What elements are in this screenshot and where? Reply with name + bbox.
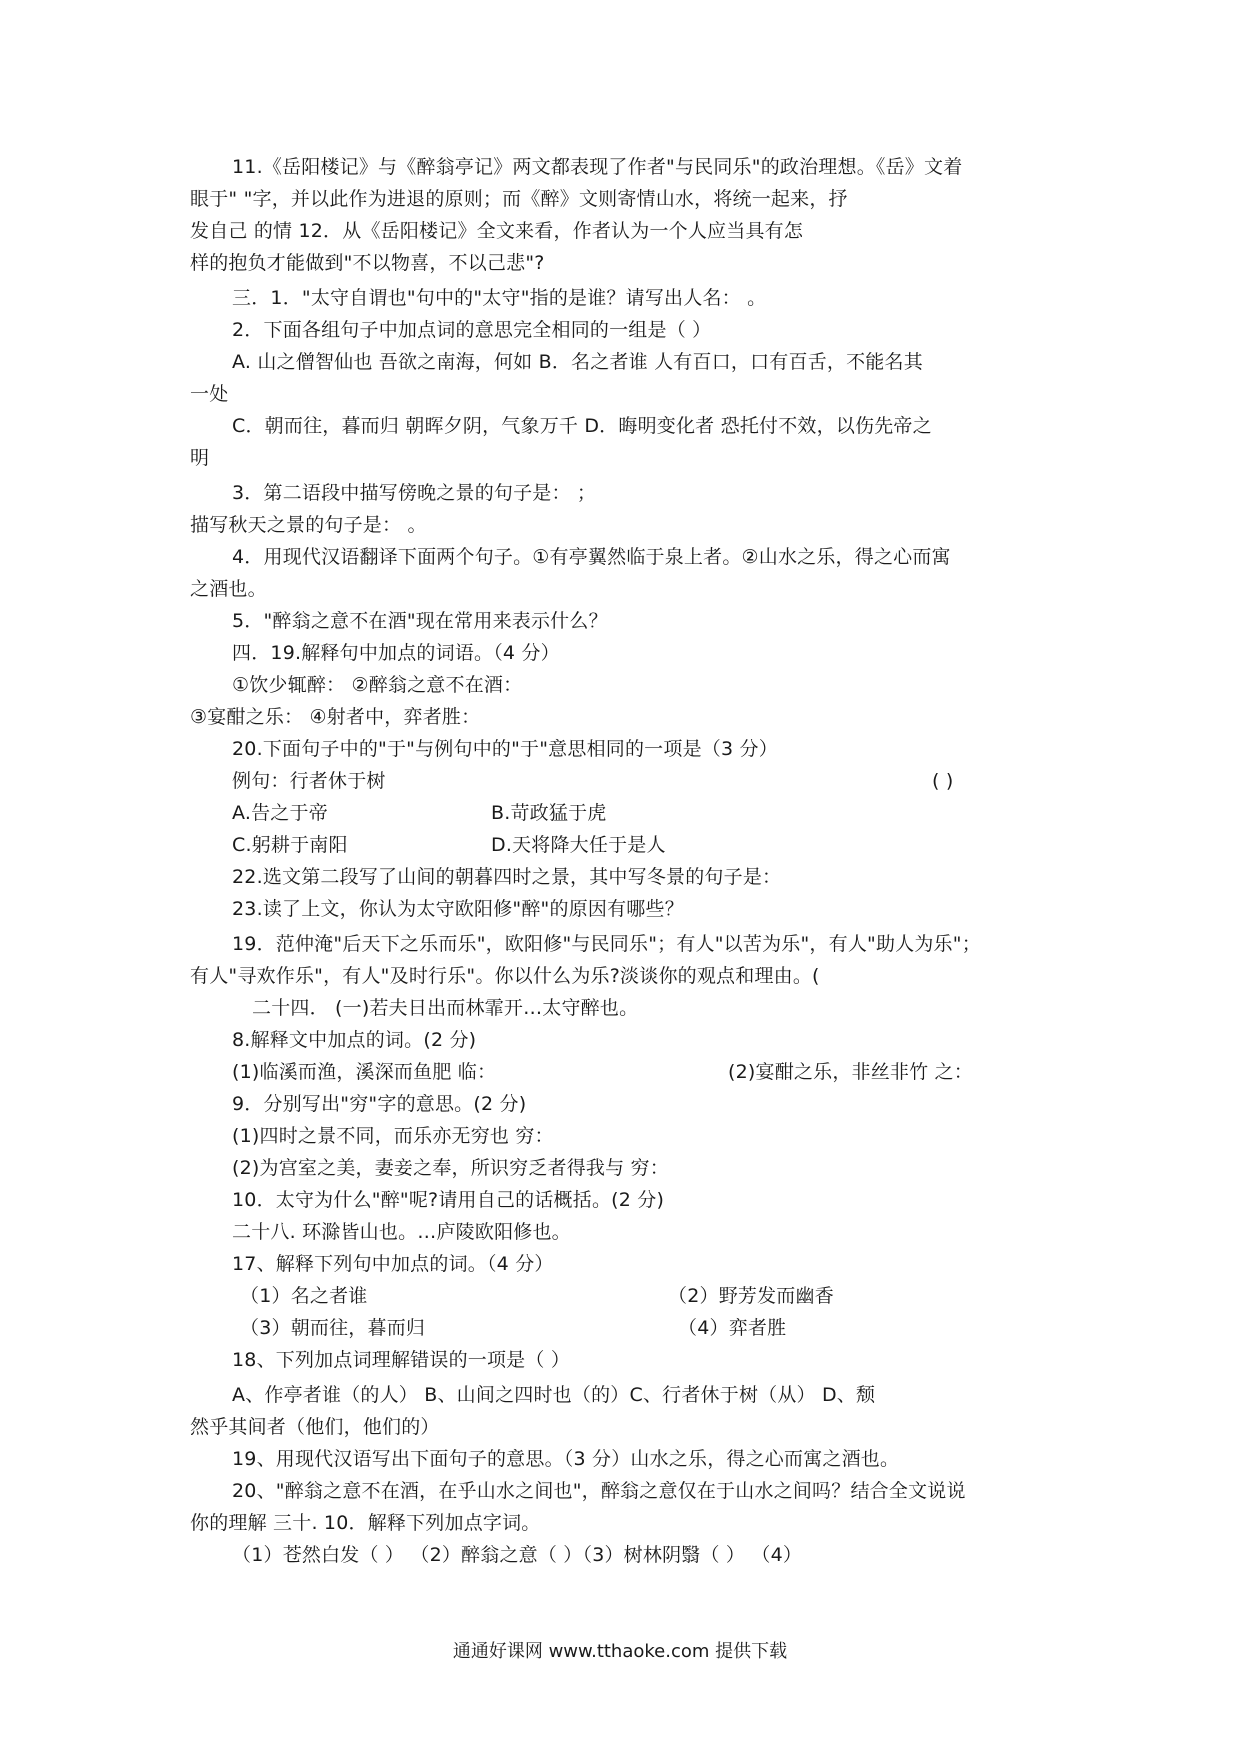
text-line: 23.读了上文，你认为太守欧阳修"醉"的原因有哪些？ xyxy=(232,898,684,920)
text-line: （1）苍然白发（ ） （2）醉翁之意（ ）（3）树林阴翳（ ） （4） xyxy=(232,1544,803,1566)
text-line: 9．分别写出"穷"字的意思。(2 分) xyxy=(232,1093,527,1115)
text-line: （2）野芳发而幽香 xyxy=(668,1285,834,1307)
text-line: 描写秋天之景的句子是： 。 xyxy=(190,514,427,536)
text-line: C．朝而往，暮而归 朝晖夕阴，气象万千 D．晦明变化者 恐托付不效，以伤先帝之 xyxy=(232,415,932,437)
text-line: B.苛政猛于虎 xyxy=(491,802,607,824)
text-line: ①饮少辄醉： ②醉翁之意不在酒： xyxy=(232,674,523,696)
text-line: 19．范仲淹"后天下之乐而乐"，欧阳修"与民同乐"；有人"以苦为乐"，有人"助人为乐"； xyxy=(232,933,981,955)
text-line: ( ) xyxy=(932,770,954,792)
text-line: 眼于" "字，并以此作为进退的原则；而《醉》文则寄情山水，将统一起来，抒 xyxy=(190,188,848,210)
text-line: 19、用现代汉语写出下面句子的意思。（3 分）山水之乐，得之心而寓之酒也。 xyxy=(232,1448,900,1470)
text-line: 发自己 的情 12．从《岳阳楼记》全文来看，作者认为一个人应当具有怎 xyxy=(190,220,804,242)
text-line: 20.下面句子中的"于"与例句中的"于"意思相同的一项是（3 分） xyxy=(232,738,778,760)
text-line: 2．下面各组句子中加点词的意思完全相同的一组是（ ） xyxy=(232,319,712,341)
text-line: 17、解释下列句中加点的词。（4 分） xyxy=(232,1253,554,1275)
text-line: 20、"醉翁之意不在酒，在乎山水之间也"，醉翁之意仅在于山水之间吗？结合全文说说 xyxy=(232,1480,966,1502)
text-line: 例句：行者休于树 xyxy=(232,770,386,792)
text-line: 二十八. 环滁皆山也。…庐陵欧阳修也。 xyxy=(232,1221,571,1243)
text-line: (2)宴酣之乐，非丝非竹 之： xyxy=(728,1061,973,1083)
text-line: 然乎其间者（他们，他们的） xyxy=(190,1416,440,1438)
text-line: （4）弈者胜 xyxy=(678,1317,787,1339)
text-line: 11.《岳阳楼记》与《醉翁亭记》两文都表现了作者"与民同乐"的政治理想。《岳》文着 xyxy=(232,156,963,178)
text-line: 四．19.解释句中加点的词语。（4 分） xyxy=(232,642,560,664)
text-line: 明 xyxy=(190,447,210,469)
text-line: (1)临溪而渔，溪深而鱼肥 临： xyxy=(232,1061,497,1083)
text-line: （3）朝而往，暮而归 xyxy=(240,1317,426,1339)
text-line: 之酒也。 xyxy=(190,578,267,600)
page-footer: 通通好课网 www.tthaoke.com 提供下载 xyxy=(452,1641,788,1662)
text-line: （1）名之者谁 xyxy=(240,1285,368,1307)
text-line: 22.选文第二段写了山间的朝暮四时之景，其中写冬景的句子是： xyxy=(232,866,782,888)
text-line: 5．"醉翁之意不在酒"现在常用来表示什么？ xyxy=(232,610,608,632)
text-line: 三．1．"太守自谓也"句中的"太守"指的是谁？请写出人名： 。 xyxy=(232,287,767,309)
text-line: 二十四． (一)若夫日出而林霏开…太守醉也。 xyxy=(252,997,639,1019)
text-line: 10．太守为什么"醉"呢?请用自己的话概括。(2 分) xyxy=(232,1189,665,1211)
text-line: 18、下列加点词理解错误的一项是（ ） xyxy=(232,1349,571,1371)
text-line: ③宴酣之乐： ④射者中，弈者胜： xyxy=(190,706,481,728)
text-line: 你的理解 三十. 10．解释下列加点字词。 xyxy=(190,1512,541,1534)
text-line: D.天将降大任于是人 xyxy=(491,834,666,856)
text-line: 有人"寻欢作乐"，有人"及时行乐"。你以什么为乐?淡谈你的观点和理由。( xyxy=(190,965,820,987)
text-line: (2)为宫室之美，妻妾之奉，所识穷乏者得我与 穷： xyxy=(232,1157,669,1179)
text-line: A. 山之僧智仙也 吾欲之南海，何如 B．名之者谁 人有百口，口有百舌，不能名其 xyxy=(232,351,923,373)
text-line: (1)四时之景不同，而乐亦无穷也 穷： xyxy=(232,1125,554,1147)
text-line: 8.解释文中加点的词。(2 分) xyxy=(232,1029,477,1051)
text-line: 样的抱负才能做到"不以物喜，不以己悲"? xyxy=(190,252,545,274)
text-line: 一处 xyxy=(190,383,229,405)
text-line: A、作亭者谁（的人） B、山间之四时也（的）C、行者休于树（从） D、颓 xyxy=(232,1384,876,1406)
text-line: A.告之于帝 xyxy=(232,802,328,824)
text-line: C.躬耕于南阳 xyxy=(232,834,348,856)
text-line: 3．第二语段中描写傍晚之景的句子是： ； xyxy=(232,482,597,504)
text-line: 4．用现代汉语翻译下面两个句子。①有亭翼然临于泉上者。②山水之乐，得之心而寓 xyxy=(232,546,951,568)
